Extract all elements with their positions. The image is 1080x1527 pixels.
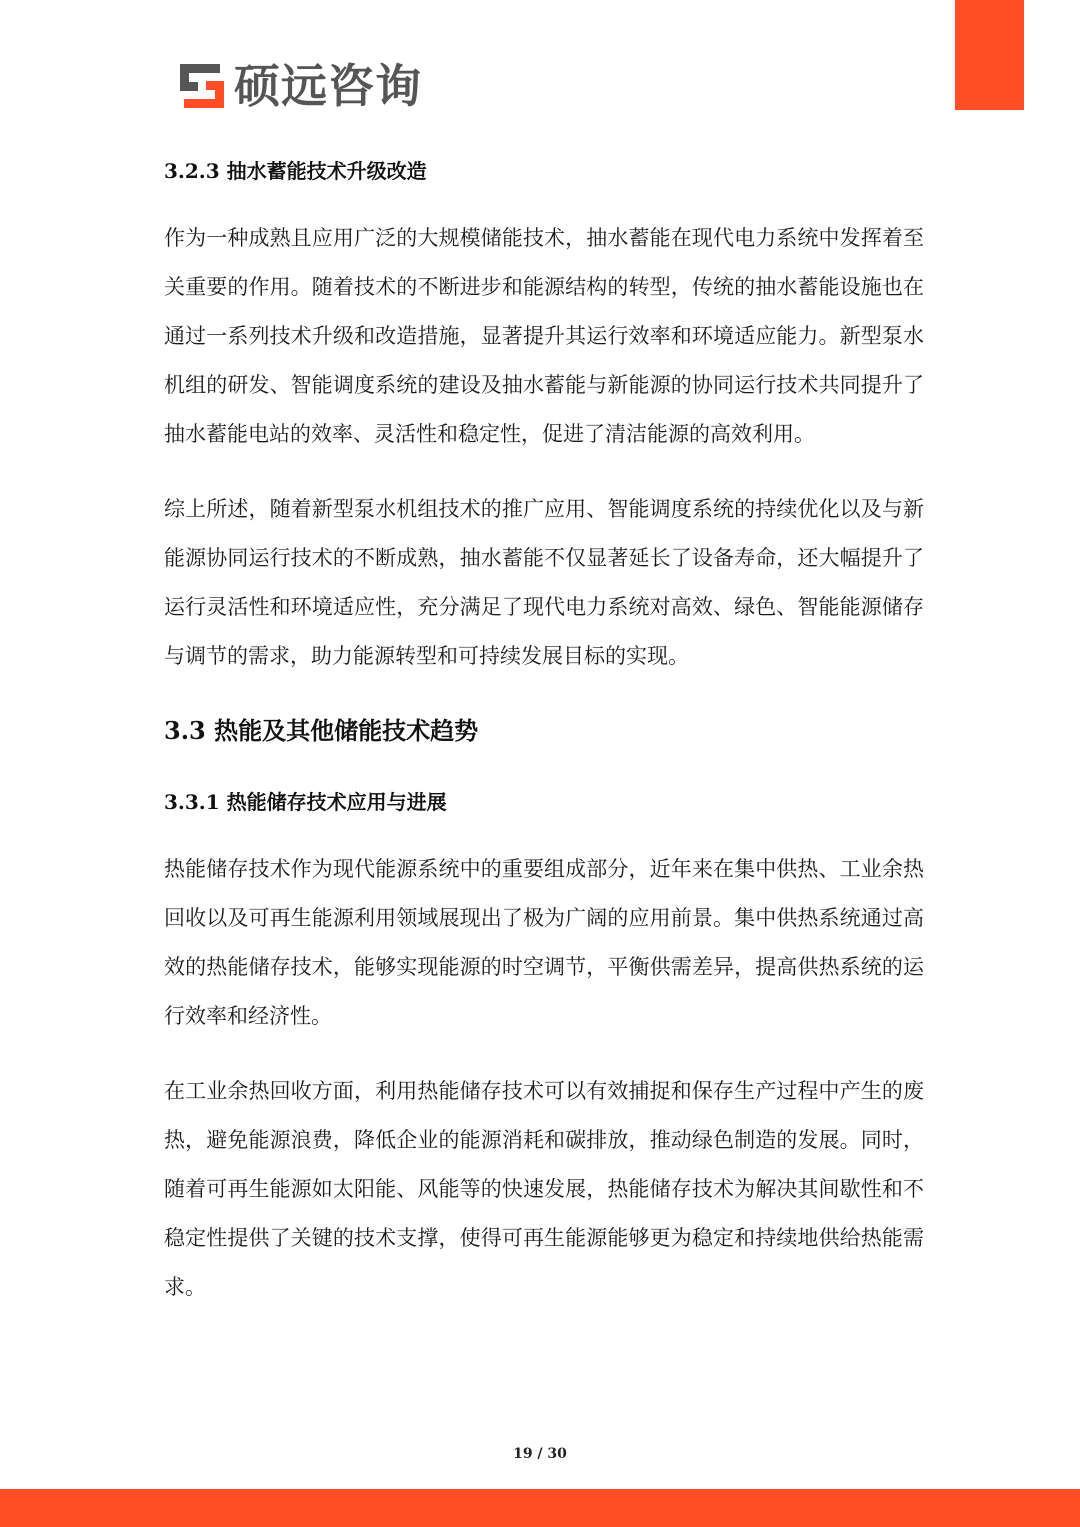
footer-accent-bar <box>0 1489 1080 1527</box>
paragraph: 综上所述，随着新型泵水机组技术的推广应用、智能调度系统的持续优化以及与新能源协同运行技术的不断成熟，抽水蓄能不仅显著延长了设备寿命，还大幅提升了运行灵活性和环境适应性，充分满足了现代电力系统对高效、绿色、智能能源储存与调节的需求，助力能源转型和可持续发展目标的实现。 <box>164 497 924 668</box>
logo-mark-icon <box>176 60 228 112</box>
paragraph: 热能储存技术作为现代能源系统中的重要组成部分，近年来在集中供热、工业余热回收以及可再生能源利用领域展现出了极为广阔的应用前景。集中供热系统通过高效的热能储存技术，能够实现能源的时空调节，平衡供需差异，提高供热系统的运行效率和经济性。 <box>164 857 924 1028</box>
header-accent-block <box>955 0 1024 110</box>
paragraph: 在工业余热回收方面，利用热能储存技术可以有效捕捉和保存生产过程中产生的废热，避免能源浪费，降低企业的能源消耗和碳排放，推动绿色制造的发展。同时，随着可再生能源如太阳能、风能等的快速发展，热能储存技术为解决其间歇性和不稳定性提供了关键的技术支撑，使得可再生能源能够更为稳定和持续地供给热能需求。 <box>164 1079 924 1299</box>
heading-3-3-1: 3.3.1 热能储存技术应用与进展 <box>164 790 447 814</box>
heading-3-3: 3.3 热能及其他储能技术趋势 <box>164 716 479 745</box>
page-number: 19 / 30 <box>513 1446 567 1462</box>
logo-text: 硕远咨询 <box>234 59 422 113</box>
heading-3-2-3: 3.2.3 抽水蓄能技术升级改造 <box>164 159 427 183</box>
document-body <box>164 150 924 1312</box>
brand-logo <box>176 58 422 114</box>
paragraph: 作为一种成熟且应用广泛的大规模储能技术，抽水蓄能在现代电力系统中发挥着至关重要的作用。随着技术的不断进步和能源结构的转型，传统的抽水蓄能设施也在通过一系列技术升级和改造措施，显著提升其运行效率和环境适应能力。新型泵水机组的研发、智能调度系统的建设及抽水蓄能与新能源的协同运行技术共同提升了抽水蓄能电站的效率、灵活性和稳定性，促进了清洁能源的高效利用。 <box>164 226 924 446</box>
